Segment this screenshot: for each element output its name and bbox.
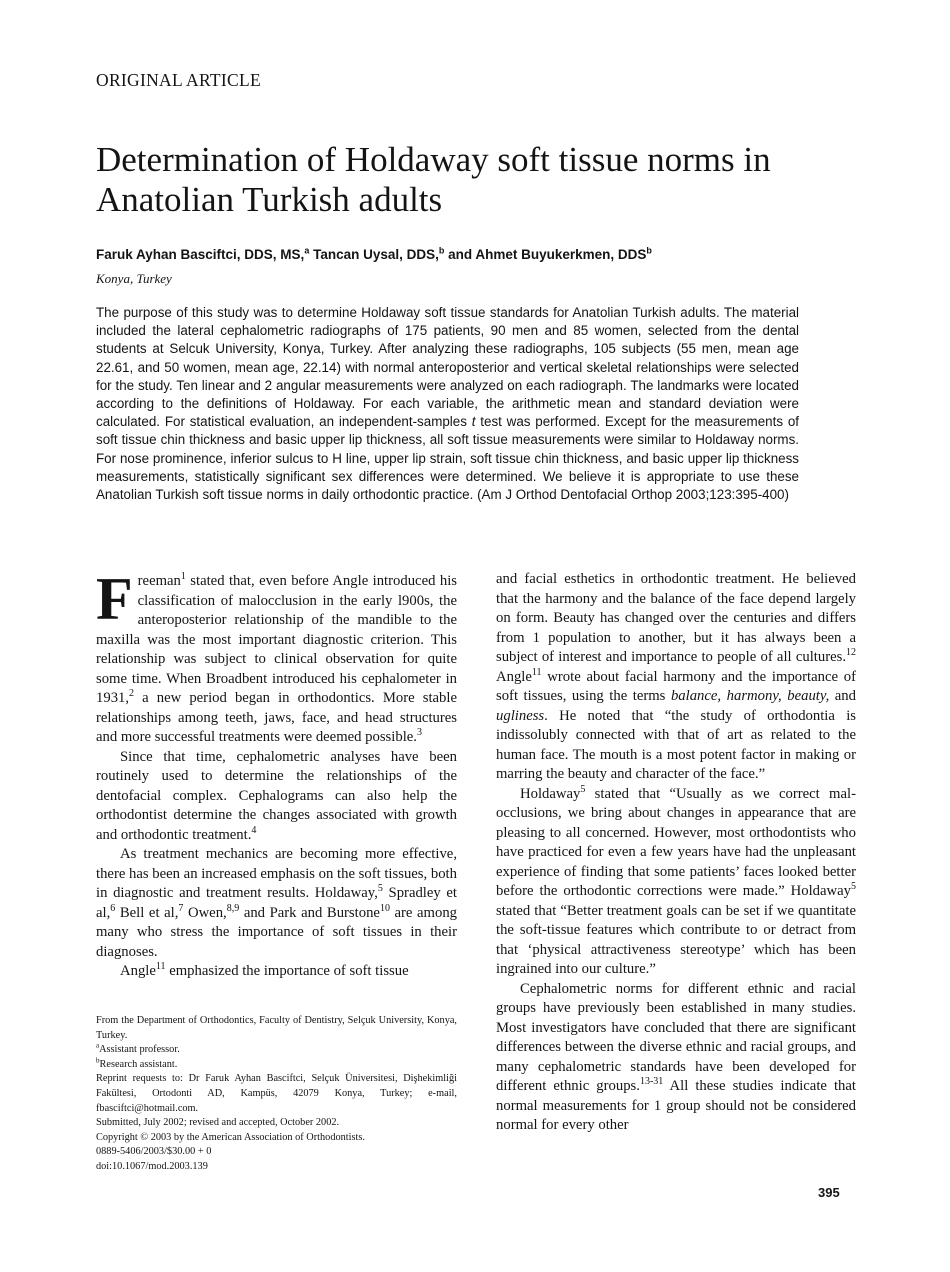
- reference-mark: 4: [251, 824, 257, 836]
- body-text: stated that “Better treatment goals can be set if we quantitate the soft-tissue features which contribute to or detract from that ‘physical attractiveness stereotype’ which has been ingrained into our culture.”: [496, 902, 856, 977]
- author-list: [96, 247, 856, 262]
- body-text: Holdaway: [520, 785, 581, 802]
- body-text: As treatment mechanics are becoming more effective, there has been an increased emphasis on the soft tissues, both in diagnostic and treatment results. Holdaway,: [96, 846, 457, 901]
- body-text: Spradley et al,: [96, 885, 458, 921]
- footnotes: [96, 1014, 457, 1175]
- footnote-submitted: Submitted, July 2002; revised and accepted, October 2002.: [96, 1117, 340, 1129]
- article-title: Determination of Holdaway soft tissue norms in Anatolian Turkish adults: [96, 140, 771, 219]
- reference-mark: 7: [178, 902, 184, 914]
- reference-mark: 6: [110, 902, 116, 914]
- reference-mark: 5: [377, 883, 383, 895]
- body-text: Angle: [496, 668, 532, 685]
- body-text: Bell et al,: [115, 904, 179, 921]
- body-text: wrote about facial harmony and the importance of soft tissues, using the terms: [496, 668, 856, 704]
- footnote-text: Assistant professor.: [99, 1044, 180, 1056]
- abstract: [96, 304, 799, 504]
- body-text: a new period began in orthodontics. More stable relationships among teeth, jaws, face, and head structures and more successful treatments were deemed possible.: [96, 690, 457, 745]
- reference-mark: 13-31: [639, 1076, 664, 1088]
- affiliation-mark: b: [646, 245, 652, 256]
- footnote-affiliation: From the Department of Orthodontics, Faculty of Dentistry, Selçuk University, Konya, Turkey.: [96, 1015, 457, 1041]
- body-text: Since that time, cephalometric analyses have been routinely used to determine the relationships of the dentofacial complex. Cephalograms can also help the orthodontist determine the changes associated with growth and orthodontic treatment.: [96, 748, 457, 843]
- author-location: Konya, Turkey: [96, 271, 172, 286]
- abstract-citation: (Am J Orthod Dentofacial Orthop 2003;123:395-400): [473, 487, 789, 503]
- reference-mark: 8,9: [226, 902, 240, 914]
- body-column-right: [496, 570, 856, 1136]
- footnote-mark: b: [96, 1056, 100, 1065]
- footnote-issn: 0889-5406/2003/$30.00 + 0: [96, 1146, 212, 1158]
- footnote-a: [96, 1043, 457, 1058]
- abstract-text: The purpose of this study was to determine Holdaway soft tissue standards for Anatolian Turkish adults. The material included the lateral cephalometric radiographs of 175 patients, 90 men and 85 women, selected from the dental students at Selcuk University, Konya, Turkey. After analyzing these radiographs, 105 subjects (55 men, mean age 22.61, and 50 women, mean age, 22.14) with normal anteroposterior and vertical skeletal relationships were selected for the study. Ten linear and 2 angular measurements were analyzed on each radiograph. The landmarks were located according to the definitions of Holdaway. For each variable, the arithmetic mean and standard deviation were calculated. For statistical evaluation, an independent-samples: [96, 305, 799, 430]
- body-paragraph: [96, 962, 457, 982]
- abstract-text: test was performed. Except for the measurements of soft tissue chin thickness and basic upper lip thickness, all soft tissue measurements were similar to Holdaway norms. For nose prominence, inferior sulcus to H line, upper lip strain, soft tissue chin thickness, and basic upper lip thickness measurements, statistically significant sex differences were determined. We believe it is appropriate to use these Anatolian Turkish soft tissue norms in daily orthodontic practice.: [96, 414, 799, 503]
- author-name: Tancan Uysal, DDS,: [309, 247, 439, 262]
- reference-mark: 5: [580, 783, 586, 795]
- drop-cap: F: [96, 566, 133, 632]
- body-text: and: [829, 688, 856, 704]
- body-paragraph: [96, 845, 457, 962]
- reference-mark: 10: [379, 902, 390, 914]
- footnote-copyright: Copyright © 2003 by the American Association of Orthodontists.: [96, 1131, 365, 1143]
- body-text: and facial esthetics in orthodontic treatment. He believed that the harmony and the balance of the face depend largely on form. Beauty has changed over the centuries and differs from 1 population to another, but it has always been a subject of interest and importance to people of all cultures.: [496, 571, 856, 665]
- reference-mark: 3: [416, 727, 422, 739]
- footnote-mark: a: [96, 1041, 100, 1050]
- body-text: emphasized the importance of soft tissue: [165, 963, 409, 979]
- body-paragraph: [496, 980, 856, 1136]
- body-text: are among many who stress the importance of soft tissues in their diagnoses.: [96, 904, 458, 960]
- body-text: reeman: [137, 573, 181, 589]
- section-label: ORIGINAL ARTICLE: [96, 70, 261, 90]
- reference-mark: 5: [851, 881, 856, 893]
- page-number: 395: [818, 1185, 840, 1200]
- reference-mark: 2: [129, 688, 135, 700]
- body-paragraph: [96, 566, 457, 748]
- reference-mark: 1: [180, 571, 186, 583]
- author-name: Faruk Ayhan Basciftci, DDS, MS,: [96, 247, 305, 262]
- reference-mark: 12: [846, 647, 856, 659]
- author-name: and Ahmet Buyukerkmen, DDS: [444, 247, 647, 262]
- footnote-text: Research assistant.: [99, 1058, 178, 1070]
- italic-terms: balance, harmony, beauty,: [670, 688, 830, 704]
- body-text: Owen,: [183, 904, 227, 921]
- body-paragraph: [496, 785, 856, 980]
- italic-term: ugliness: [496, 707, 545, 724]
- body-paragraph: [96, 748, 457, 846]
- body-column-left: [96, 566, 458, 982]
- body-text: . He noted that “the study of orthodontia is indissolubly connected with that of art as related to the human face. The mouth is a most potent factor in making or marring the beauty and character of the face.”: [496, 707, 856, 782]
- footnote-reprint: Reprint requests to: Dr Faruk Ayhan Basciftci, Selçuk Üniversitesi, Dişhekimliği Fakültesi, Ortodonti AD, Kampüs, 42079 Konya, Turkey; e-mail, fbasciftci@hotmail.com.: [96, 1073, 457, 1114]
- footnote-doi: doi:10.1067/mod.2003.139: [96, 1160, 208, 1172]
- body-text: stated that “Usually as we correct malocclusions, we bring about changes in appearance that are pleasing to all concerned. However, most orthodontists who have practiced for even a few years have had the unpleasant experience of finding that some patients’ faces looked better before the orthodontic corrections were made.” Holdaway: [496, 785, 856, 899]
- reference-mark: 11: [155, 961, 166, 973]
- body-text: stated that, even before Angle introduced his classification of malocclusion in the early l900s, the anteroposterior relationship of the mandible to the maxilla was the most important diagnostic criterion. This relationship was subject to clinical observation for quite some time. When Broadbent introduced his cephalometer in 1931,: [96, 573, 457, 706]
- body-text: Angle: [120, 963, 156, 979]
- footnote-b: [96, 1058, 457, 1073]
- reference-mark: 11: [531, 666, 542, 678]
- affiliation-mark: b: [438, 245, 445, 256]
- abstract-italic: t: [471, 414, 476, 430]
- affiliation-mark: a: [304, 245, 310, 256]
- body-text: Cephalometric norms for different ethnic and racial groups have previously been established in many studies. Most investigators have concluded that there are significant differences between the diverse ethnic and racial groups, and many cephalometric standards have been developed for different ethnic groups.: [496, 980, 856, 1094]
- body-text: and Park and Burstone: [239, 904, 380, 921]
- body-text: All these studies indicate that normal measurements for 1 group should not be considered normal for every other: [496, 1078, 856, 1133]
- body-paragraph: [496, 570, 856, 785]
